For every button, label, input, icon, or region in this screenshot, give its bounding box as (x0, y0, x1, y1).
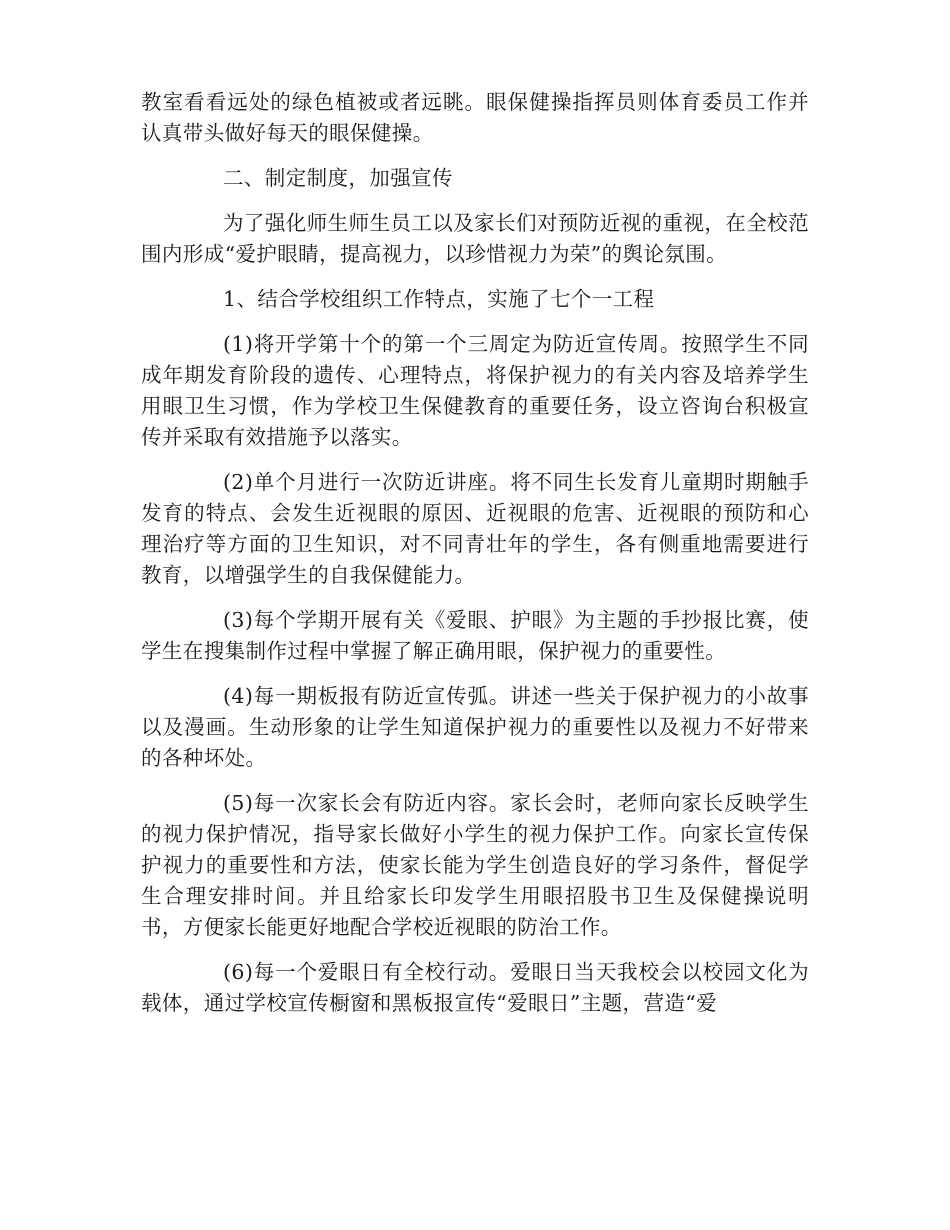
paragraph-intro-purpose: 为了强化师生师生员工以及家长们对预防近视的重视，在全校范围内形成“爱护眼睛，提高视力，以珍惜视力为荣”的舆论氛围。 (141, 211, 809, 266)
section-heading-system-publicity: 二、制定制度，加强宣传 (223, 166, 453, 190)
list-item-blackboard-column: (4)每一期板报有防近宣传弧。讲述一些关于保护视力的小故事以及漫画。生动形象的让学生知道保护视力的重要性以及视力不好带来的各种坏处。 (141, 684, 809, 770)
subheading-seven-projects: 1、结合学校组织工作特点，实施了七个一工程 (223, 287, 655, 311)
list-item-parent-meeting: (5)每一次家长会有防近内容。家长会时，老师向家长反映学生的视力保护情况，指导家长做好小学生的视力保护工作。向家长宣传保护视力的重要性和方法，使家长能为学生创造良好的学习条件，督促学生合理安排时间。并且给家长印发学生用眼招股书卫生及保健操说明书，方便家长能更好地配合学校近视眼的防治工作。 (141, 791, 809, 939)
list-item-monthly-lecture: (2)单个月进行一次防近讲座。将不同生长发育儿童期时期触手发育的特点、会发生近视眼的原因、近视眼的危害、近视眼的预防和心理治疗等方面的卫生知识，对不同青壮年的学生，各有侧重地需要进行教育，以增强学生的自我保健能力。 (141, 470, 809, 587)
document-body (141, 87, 809, 1033)
list-item-eye-care-day: (6)每一个爱眼日有全校行动。爱眼日当天我校会以校园文化为载体，通过学校宣传橱窗和黑板报宣传“爱眼日”主题，营造“爱 (141, 960, 809, 1015)
list-item-handwritten-newspaper: (3)每个学期开展有关《爱眼、护眼》为主题的手抄报比赛，使学生在搜集制作过程中掌握了解正确用眼，保护视力的重要性。 (141, 608, 809, 663)
list-item-publicity-week: (1)将开学第十个的第一个三周定为防近宣传周。按照学生不同成年期发育阶段的遗传、心理特点，将保护视力的有关内容及培养学生用眼卫生习惯，作为学校卫生保健教育的重要任务，设立咨询台积极宣传并采取有效措施予以落实。 (141, 332, 809, 449)
paragraph-eye-exercise-continued: 教室看看远处的绿色植被或者远眺。眼保健操指挥员则体育委员工作并认真带头做好每天的眼保健操。 (141, 90, 809, 145)
